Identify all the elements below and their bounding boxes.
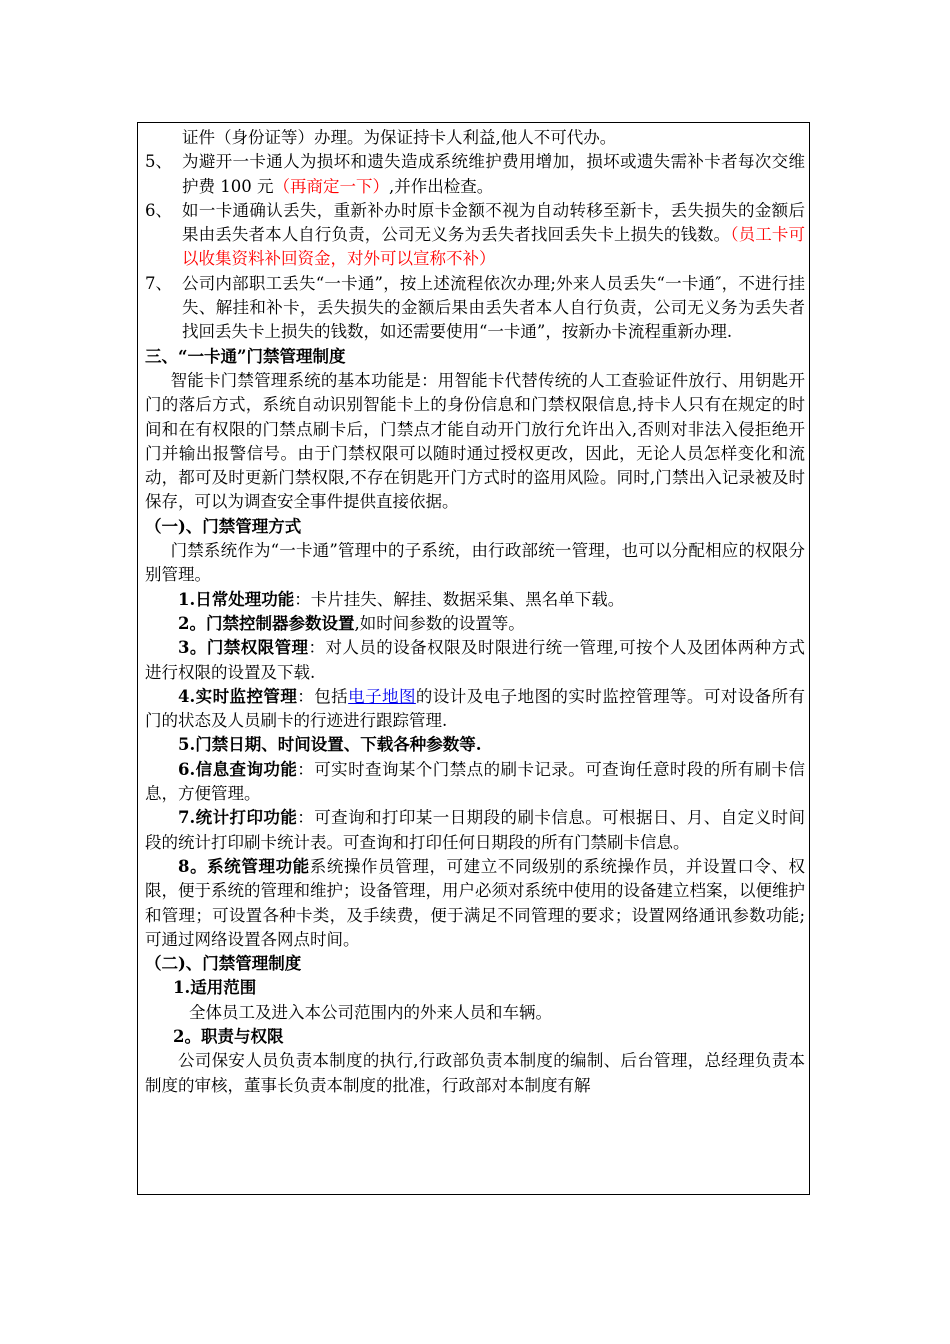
function-item-5: 5.门禁日期、时间设置、下载各种参数等. bbox=[178, 735, 482, 755]
item-text: 公司内部职工丢失“一卡通”，按上述流程依次办理;外来人员丢失“一卡通″，不进行挂失、解挂和补卡，丢失损失的金额后果由丢失者本人自行负责，公司无义务为丢失者找回丢失卡上损失的钱数，如还需要使用“一卡通”，按新办卡流程重新办理. bbox=[182, 273, 805, 342]
red-note: （再商定一下） bbox=[273, 176, 389, 196]
function-item-2: 2。门禁控制器参数设置,如时间参数的设置等。 bbox=[178, 613, 525, 633]
duties-heading: 2。职责与权限 bbox=[173, 1026, 284, 1046]
item-number: 6、 bbox=[145, 200, 172, 220]
list-item-7 bbox=[145, 272, 805, 345]
item-text: 如一卡通确认丢失，重新补办时原卡金额不视为自动转移至新卡，丢失损失的金额后果由丢失者本人自行负责，公司无义务为丢失者找回丢失卡上损失的钱数。 bbox=[182, 200, 805, 245]
subsection-heading: （一)、门禁管理方式 bbox=[145, 516, 302, 536]
document-body bbox=[145, 126, 805, 1098]
list-item-5 bbox=[145, 150, 805, 199]
duties-text: 公司保安人员负责本制度的执行,行政部负责本制度的编制、后台管理，总经理负责本制度的审核，董事长负责本制度的批准，行政部对本制度有解 bbox=[145, 1051, 805, 1095]
subsection-intro: 门禁系统作为“一卡通”管理中的子系统，由行政部统一管理，也可以分配相应的权限分别管理。 bbox=[145, 541, 805, 585]
section-intro: 智能卡门禁管理系统的基本功能是：用智能卡代替传统的人工查验证件放行、用钥匙开门的落后方式，系统自动识别智能卡上的身份信息和门禁权限信息,持卡人只有在规定的时间和在有权限的门禁点刷卡后，门禁点才能自动开门放行允许出入,否则对非法入侵拒绝开门并输出报警信号。由于门禁权限可以随时通过授权更改，因此，无论人员怎样变化和流动，都可及时更新门禁权限,不存在钥匙开门方式时的盗用风险。同时,门禁出入记录被及时保存，可以为调查安全事件提供直接依据。 bbox=[145, 370, 805, 512]
subsection-heading-2: （二)、门禁管理制度 bbox=[145, 954, 302, 974]
scope-text: 全体员工及进入本公司范围内的外来人员和车辆。 bbox=[189, 1002, 552, 1022]
function-item-3: 3。门禁权限管理：对人员的设备权限及时限进行统一管理,可按个人及团体两种方式进行权限的设置及下载. bbox=[145, 638, 805, 682]
electronic-map-link[interactable]: 电子地图 bbox=[348, 686, 416, 706]
item-text-end: ,并作出检查。 bbox=[388, 176, 494, 196]
item-number: 5、 bbox=[145, 152, 172, 172]
function-item-4: 4.实时监控管理：包括电子地图的设计及电子地图的实时监控管理等。可对设备所有门的状态及人员刷卡的行迹进行跟踪管理. bbox=[145, 686, 806, 731]
item-number: 7、 bbox=[145, 273, 172, 293]
item-text: 为避开一卡通人为损坏和遗失造成系统维护费用增加，损坏或遗失需补卡者每次交维护费 100 元 bbox=[182, 152, 805, 196]
function-item-7: 7.统计打印功能：可查询和打印某一日期段的刷卡信息。可根据日、月、自定义时间段的统计打印刷卡统计表。可查询和打印任何日期段的所有门禁刷卡信息。 bbox=[145, 808, 805, 852]
continued-text: 证件（身份证等）办理。为保证持卡人利益,他人不可代办。 bbox=[182, 128, 617, 147]
scope-heading: 1.适用范围 bbox=[173, 978, 257, 998]
function-item-8: 8。系统管理功能系统操作员管理，可建立不同级别的系统操作员，并设置口令、权限，便于系统的管理和维护；设备管理，用户必须对系统中使用的设备建立档案，以便维护和管理；可设置各种卡类，及手续费，便于满足不同管理的要求；设置网络通讯参数功能;可通过网络设置各网点时间。 bbox=[145, 856, 805, 949]
function-item-6: 6.信息查询功能：可实时查询某个门禁点的刷卡记录。可查询任意时段的所有刷卡信息，方便管理。 bbox=[145, 759, 805, 804]
section-heading: 三、“一卡通”门禁管理制度 bbox=[145, 346, 346, 366]
list-item-6 bbox=[145, 199, 805, 272]
function-item-1: 1.日常处理功能：卡片挂失、解挂、数据采集、黑名单下载。 bbox=[178, 589, 625, 609]
red-note: （员工卡可以收集资料补回资金，对外可以宣称不补） bbox=[182, 225, 806, 269]
